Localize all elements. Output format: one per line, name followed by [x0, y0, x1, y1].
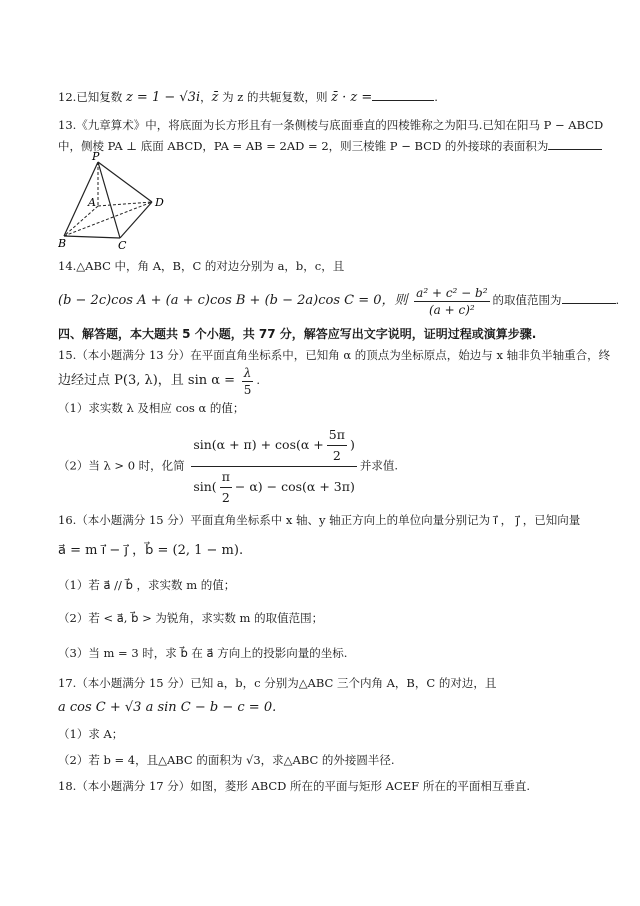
question-15-part-1: （1）求实数 λ 及相应 cos α 的值； — [58, 401, 245, 415]
question-13-line-1 — [58, 117, 603, 133]
question-15-part-2 — [58, 425, 398, 508]
fraction-denominator — [191, 467, 356, 508]
edge-BC — [64, 236, 120, 238]
question-text: 中，侧棱 PA ⊥ 底面 ABCD，PA = AB = 2AD = 2，则三棱锥 P − BCD 的外接球的表面积为 — [58, 139, 549, 153]
numerator-text: sin(α + π) + cos(α + — [193, 437, 324, 452]
question-17-line-1: 17.（本小题满分 15 分）已知 a，b，c 分别为△ABC 三个内角 A，B，C 的对边，且 — [58, 676, 497, 690]
edge-PD — [98, 162, 152, 202]
inner-denominator: 2 — [332, 448, 341, 463]
question-number: 12. — [58, 90, 77, 104]
fraction-numerator: a² + c² − b² — [416, 285, 488, 300]
question-text: 14.△ABC 中，角 A，B，C 的对边分别为 a，b，c，且 — [58, 259, 345, 273]
edge-CD — [120, 202, 152, 238]
edge-AB — [64, 206, 98, 236]
question-17-line-2: a cos C + √3 a sin C − b − c = 0. — [58, 700, 277, 715]
formula: 边经过点 P(3, λ)，且 sin α = — [58, 373, 236, 388]
question-text: 15.（本小题满分 13 分）在平面直角坐标系中，已知角 α 的顶点为坐标原点，始边与 x 轴非负半轴重合，终 — [58, 348, 611, 362]
question-14-line-1 — [58, 258, 344, 274]
question-16-part-3: （3）当 m = 3 时，求 b⃗ 在 a⃗ 方向上的投影向量的坐标. — [58, 646, 348, 660]
answer-blank[interactable] — [548, 137, 602, 150]
label-A: A — [88, 196, 96, 209]
question-number: 13. — [58, 118, 77, 132]
pyramid-figure — [58, 150, 168, 250]
question-16-line-1: 16.（本小题满分 15 分）平面直角坐标系中 x 轴、y 轴正方向上的单位向量分别记为 i⃗ ， j⃗ ，已知向量 — [58, 513, 581, 527]
question-15-line-1 — [58, 347, 610, 363]
inner-numerator: 5π — [327, 425, 347, 446]
question-15-line-2 — [58, 362, 260, 399]
question-text: 并求值. — [359, 458, 398, 473]
question-18-line-1: 18.（本小题满分 17 分）如图，菱形 ABCD 所在的平面与矩形 ACEF 所在的平面相互垂直. — [58, 779, 530, 793]
fraction-numerator: λ — [242, 365, 254, 382]
punctuation: . — [256, 373, 261, 387]
formula: z = 1 − √3i — [125, 90, 201, 105]
question-text: 为 z 的共轭复数，则 — [218, 90, 332, 104]
fraction-numerator — [191, 425, 356, 467]
punctuation: . — [615, 293, 620, 307]
inner-fraction — [220, 467, 232, 508]
inner-fraction — [327, 425, 347, 466]
formula: (b − 2c)cos A + (a + c)cos B + (b − 2a)cos C = 0，则 — [58, 293, 408, 308]
formula: z̄ · z = — [331, 90, 373, 105]
denominator-text: sin( — [193, 479, 217, 494]
label-C: C — [118, 239, 127, 250]
question-text: 《九章算术》中，将底面为长方形且有一条侧棱与底面垂直的四棱锥称之为阳马.已知在阳马 P − ABCD — [76, 118, 604, 132]
fraction-denominator: (a + c)² — [428, 302, 475, 317]
question-16-part-1: （1）若 a⃗ // b⃗ ，求实数 m 的值； — [58, 578, 236, 592]
denominator-text: − α) − cos(α + 3π) — [234, 479, 355, 494]
answer-blank[interactable] — [372, 88, 434, 101]
fraction — [414, 285, 489, 318]
question-16-part-2: （2）若 < a⃗, b⃗ > 为锐角，求实数 m 的取值范围； — [58, 611, 324, 625]
fraction-denominator: 5 — [243, 382, 252, 397]
section-heading: 四、解答题，本大题共 5 个小题，共 77 分，解答应写出文字说明，证明过程或演算步骤. — [58, 327, 537, 341]
answer-blank[interactable] — [562, 291, 616, 304]
question-text: 已知复数 — [76, 90, 126, 104]
label-D: D — [155, 196, 164, 209]
label-B: B — [58, 237, 67, 250]
edge-PC — [98, 162, 120, 238]
question-text: ， — [200, 90, 212, 104]
numerator-text: ) — [349, 437, 355, 452]
question-14-line-2 — [58, 283, 619, 318]
question-12 — [58, 88, 438, 106]
inner-denominator: 2 — [221, 490, 230, 505]
question-17-part-1: （1）求 A； — [58, 727, 124, 741]
punctuation: . — [434, 90, 438, 104]
big-fraction — [191, 425, 356, 508]
label-P: P — [92, 150, 100, 163]
inner-numerator: π — [220, 467, 232, 488]
question-text: （2）当 λ > 0 时，化简 — [58, 458, 185, 473]
formula: z̄ — [211, 90, 219, 105]
question-text: 的取值范围为 — [492, 293, 562, 307]
question-16-line-2: a⃗ = m i⃗ − j⃗ ，b⃗ = (2, 1 − m). — [58, 543, 244, 558]
question-17-part-2: （2）若 b = 4，且△ABC 的面积为 √3，求△ABC 的外接圆半径. — [58, 753, 395, 767]
fraction — [242, 365, 254, 398]
